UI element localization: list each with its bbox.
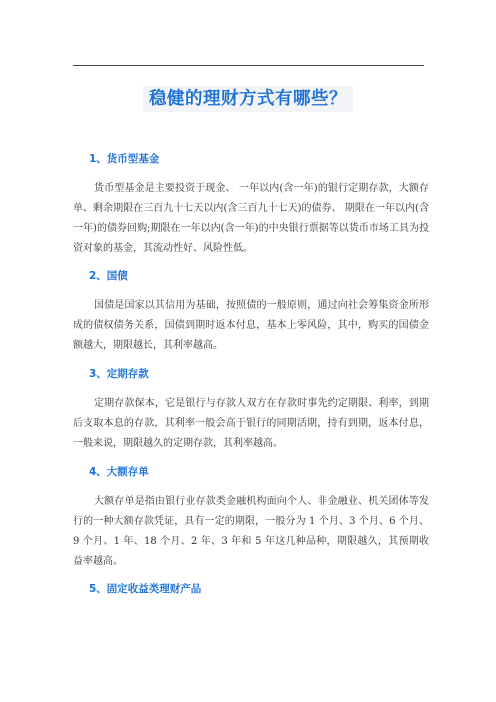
section-heading: 1、货币型基金 (89, 153, 160, 165)
header-rule (73, 65, 424, 66)
section-paragraph: 国债是国家以其信用为基础，按照债的一般原则，通过向社会筹集资金所形成的债权债务关系，国债到期时返本付息，基本上零风险，其中，购买的国债金额越大，期限越长，其利率越高。 (73, 300, 429, 351)
section-paragraph: 大额存单是指由银行业存款类金融机构面向个人、非金融业、机关团体等发行的一种大额存款凭证，具有一定的期限，一般分为 1 个月、3 个月、6 个月、9 个月、1 年、18 个月、2 年、3 年和 5 年这几种品种，期限越久，其预期收益率越高。 (73, 496, 429, 567)
section-fixed-income (73, 582, 429, 596)
section-paragraph: 货币型基金是主要投资于现金、 一年以内(含一年)的银行定期存款，大额存单、剩余期限在三百九十七天以内(含三百九十七天)的债券、 期限在一年以内(含一年)的债券回购;期限在一年以内(含一年)的中央银行票据等以货币市场工具为投资对象的基金，其流动性好、风险性低。 (73, 183, 429, 254)
section-heading: 2、国债 (89, 270, 128, 282)
section-time-deposit (73, 367, 429, 454)
section-heading: 4、大额存单 (89, 466, 149, 478)
page-title: 稳健的理财方式有哪些？ (143, 86, 353, 112)
section-money-fund (73, 152, 429, 259)
section-treasury-bonds (73, 269, 429, 356)
section-paragraph: 定期存款保本，它是银行与存款人双方在存款时事先约定期限、利率，到期后支取本息的存款，其利率一般会高于银行的同期活期，持有到期，返本付息，一般来说，期限越久的定期存款，其利率越高。 (73, 398, 429, 449)
section-heading: 3、定期存款 (89, 368, 149, 380)
section-large-cd (73, 465, 429, 572)
section-heading: 5、固定收益类理财产品 (89, 583, 202, 595)
title-container (0, 86, 496, 112)
